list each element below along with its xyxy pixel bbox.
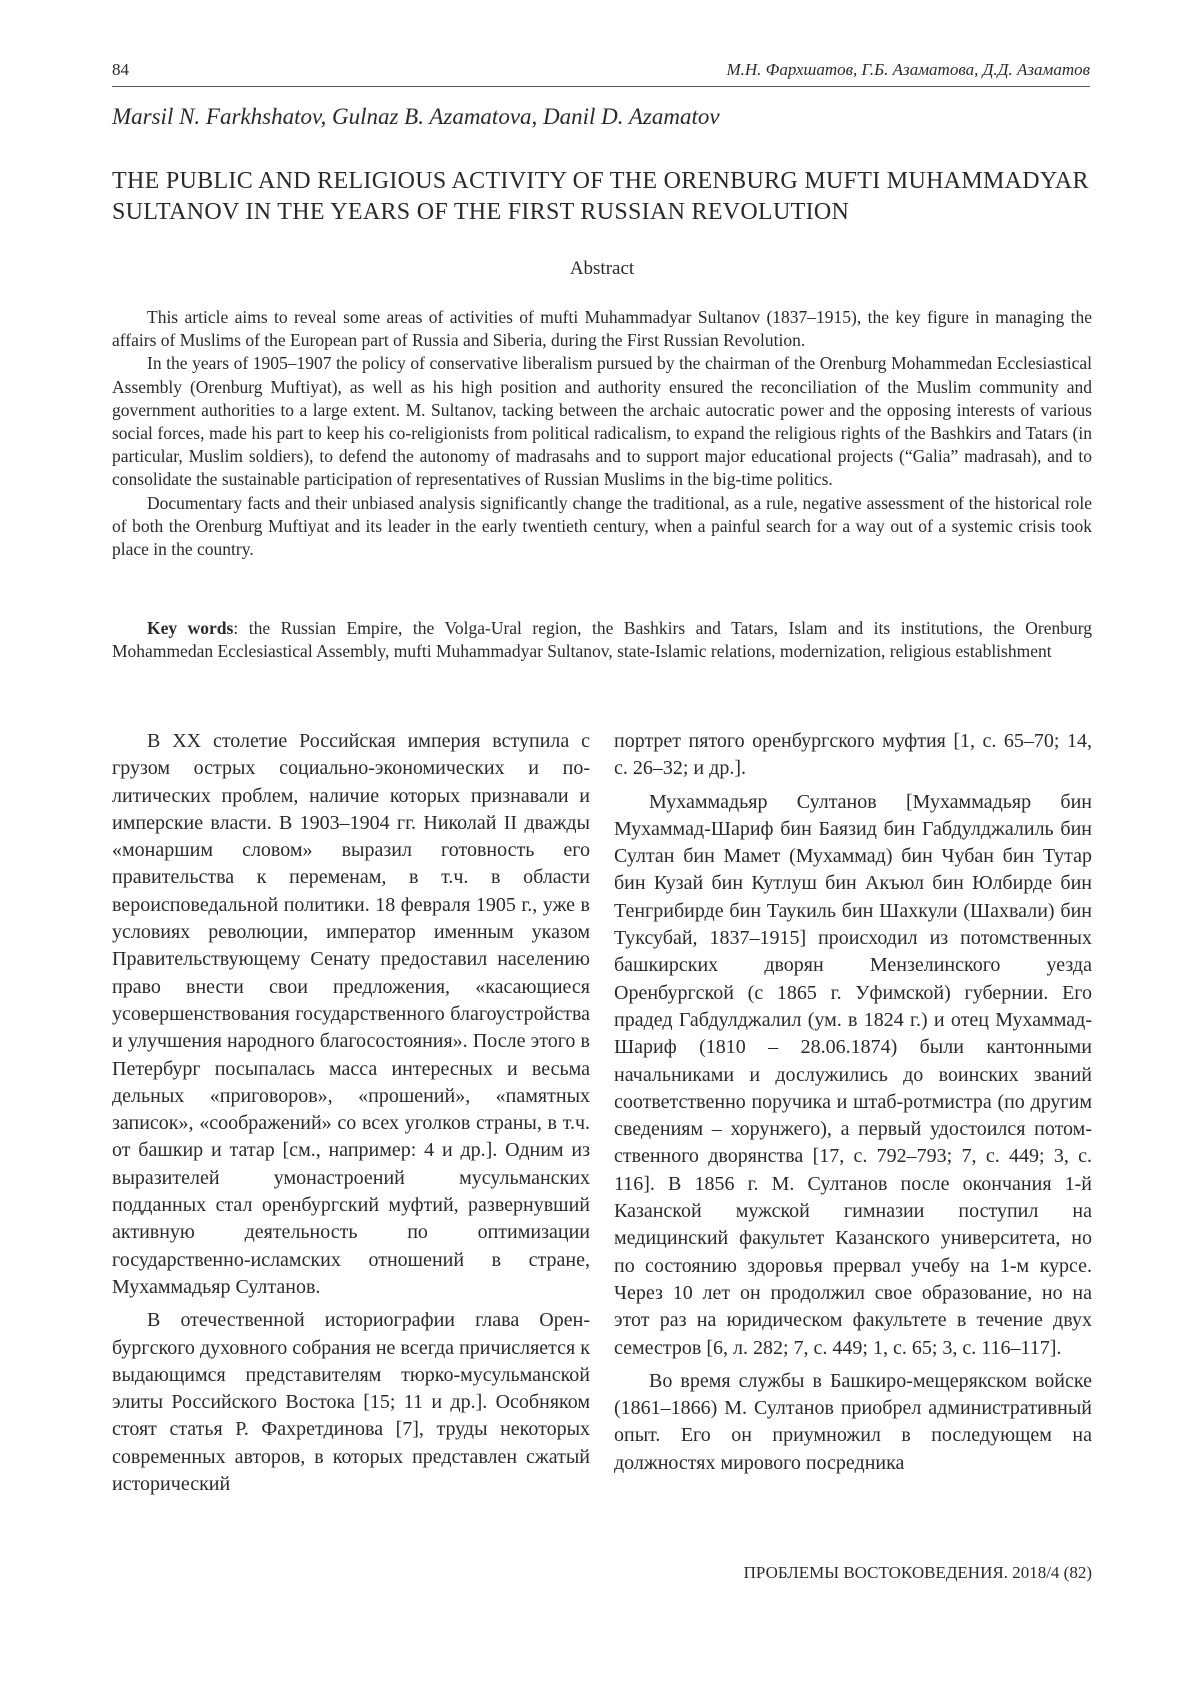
- running-head: [112, 58, 1090, 87]
- article-authors: Marsil N. Farkhshatov, Gulnaz B. Azamatova, Danil D. Azamatov: [112, 104, 720, 129]
- body-paragraph: Мухаммадьяр Султанов [Мухаммадьяр бин Мухаммад-Шариф бин Баязид бин Габдулджалиль бин Султан бин Мамет (Мухаммад) бин Чубан бин Тутар бин Кузай бин Кутлуш бин Акъюл бин Юлбирде бин Тенгрибирде бин Таукиль бин Шахкули (Шахвали) бин Туксубай, 1837–1915] происходил из потомственных башкирских дворян Мензелинского уезда Оренбургской (с 1865 г. Уфимской) губернии. Его прадед Габдулджалил (ум. в 1824 г.) и отец Мухаммад-Шариф (1810 – 28.06.1874) были кантонными начальниками и дослужились до воинских званий соответственно поручика и штаб-ротмистра (по другим сведениям – хорунжего), а первый удостоился потомственного дворянства [17, с. 792–793; 7, с. 449; 3, с. 116]. В 1856 г. М. Султанов после окончания 1-й Казанской мужской гимназии поступил на медицинский факультет Казанского университета, но по состоянию здоровья прервал учебу на 1-м курсе. Через 10 лет он продолжил свое образование, но на этот раз на юридическом факультете в течение двух семестров [6, л. 282; 7, с. 449; 1, с. 65; 3, с. 116–117].: [614, 790, 1092, 1359]
- body-column-left: [112, 728, 590, 1498]
- keywords-text: : the Russian Empire, the Volga-Ural region, the Bashkirs and Tatars, Islam and its institutions, the Orenburg Mohammedan Ecclesiastical Assembly, mufti Muhammadyar Sultanov, state-Islamic relations, modernization, religious establishment: [112, 618, 1093, 662]
- abstract-heading: Abstract: [569, 258, 635, 279]
- abstract-paragraph: This article aims to reveal some areas of activities of mufti Muhammadyar Sultanov (1837–1915), the key figure in managing the affairs of Muslims of the European part of Russia and Siberia, during the First Russian Revolution.: [112, 307, 1092, 351]
- body-paragraph: В XX столетие Российская империя вступила с грузом острых социально-экономических и политических проблем, наличие которых признавали и имперские власти. В 1903–1904 гг. Николай II дважды «монаршим словом» выразил готовность его правительства к переменам, в т.ч. в области вероисповедальной политики. 18 февраля 1905 г., уже в условиях революции, император именным указом Правительствующему Сенату предоставил населению право внести свои предложения, «касающиеся усовершенствования государственного благоустройства и улучшения народного благосостояния». После этого в Петербург посыпалась масса интересных и весьма дельных «приговоров», «прошений», «памятных записок», «соображений» со всех уголков страны, в т.ч. от башкир и татар [см., например: 4 и др.]. Одним из выразителей умонастроений мусульманских подданных стал оренбургский муфтий, развернувший активную деятельность по оптимизации государственно-исламских отношений в стране, Мухаммадьяр Султанов.: [112, 730, 590, 1298]
- body-paragraph: В отечественной историографии глава Оренбургского духовного собрания не всегда причисляется к выдающимся представителям тюрко-мусульманской элиты Российского Востока [15; 11 и др.]. Особняком стоят статья Р. Фахретдинова [7], труды некоторых современных авторов, в которых представлен сжатый исторический: [112, 1309, 590, 1496]
- body-paragraph: портрет пятого оренбургского муфтия [1, с. 65–70; 14, с. 26–32; и др.].: [614, 730, 1092, 780]
- abstract: [112, 306, 1092, 561]
- article-title: THE PUBLIC AND RELIGIOUS ACTIVITY OF THE ORENBURG MUFTI MUHAMMADYAR SULTANOV IN THE YEARS OF THE FIRST RUSSIAN REVOLUTION: [112, 168, 1089, 225]
- page-number: 84: [112, 60, 129, 79]
- abstract-paragraph: Documentary facts and their unbiased analysis significantly change the traditional, as a rule, negative assessment of the historical role of both the Orenburg Muftiyat and its leader in the early twentieth century, when a painful search for a way out of a systemic crisis took place in the country.: [112, 492, 1092, 560]
- running-head-authors: М.Н. Фархшатов, Г.Б. Азаматова, Д.Д. Азаматов: [726, 60, 1090, 79]
- keywords: [112, 617, 1092, 663]
- keywords-label: Key words: [147, 618, 234, 638]
- body-paragraph: Во время службы в Башкиро-мещерякском войске (1861–1866) М. Султанов приобрел административный опыт. Его он приумножил в последующем на должностях мирового посредника: [614, 1369, 1092, 1474]
- body-column-right: [614, 728, 1092, 1477]
- abstract-paragraph: In the years of 1905–1907 the policy of conservative liberalism pursued by the chairman of the Orenburg Mohammedan Ecclesiastical Assembly (Orenburg Muftiyat), as well as his high position and authority ensured the reconciliation of the Muslim community and government authorities to a large extent. M. Sultanov, tacking between the archaic autocratic power and the opposing interests of various social forces, made his part to keep his co-religionists from political radicalism, to expand the religious rights of the Bashkirs and Tatars (in particular, Muslim soldiers), to defend the autonomy of madrasahs and to support major educational projects (“Galia” madrasah), and to consolidate the sustainable participation of representatives of Russian Muslims in the big-time politics.: [112, 353, 1092, 490]
- journal-footer: ПРОБЛЕМЫ ВОСТОКОВЕДЕНИЯ. 2018/4 (82): [743, 1563, 1092, 1582]
